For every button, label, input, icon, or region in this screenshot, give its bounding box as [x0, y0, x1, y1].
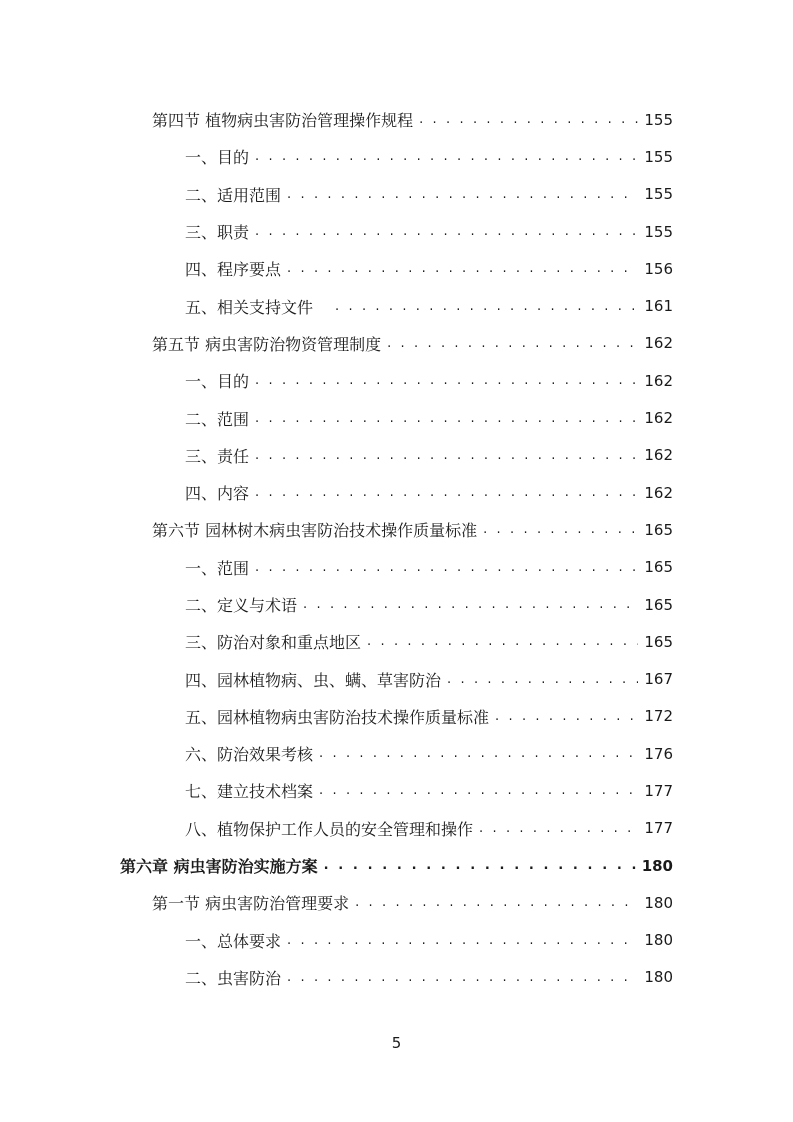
- toc-entry-label: 第六节 园林树木病虫害防治技术操作质量标准: [152, 521, 478, 541]
- dot-leader: [447, 672, 638, 687]
- toc-entry[interactable]: [0, 772, 793, 809]
- dot-leader: [387, 336, 638, 351]
- toc-entry-page: 180: [644, 931, 673, 950]
- toc-entry-label: 二、虫害防治: [185, 968, 282, 988]
- toc-entry-label: 七、建立技术档案: [185, 782, 314, 802]
- toc-entry-label: 三、防治对象和重点地区: [185, 633, 362, 653]
- dot-leader: [355, 895, 638, 910]
- dot-leader: [255, 560, 638, 575]
- toc-entry-label: 第五节 病虫害防治物资管理制度: [152, 334, 382, 354]
- toc-entry-label: 四、内容: [185, 484, 250, 504]
- toc-entry-label: 四、园林植物病、虫、螨、草害防治: [185, 670, 442, 690]
- toc-entry-label: 第六章 病虫害防治实施方案: [120, 857, 318, 877]
- toc-entry-label: 一、目的: [185, 148, 250, 168]
- toc-entry-label: 五、相关支持文件: [185, 297, 314, 317]
- toc-entry[interactable]: [0, 660, 793, 697]
- toc-entry-page: 177: [644, 781, 673, 800]
- toc-entry-page: 165: [644, 595, 673, 614]
- toc-entry[interactable]: [0, 810, 793, 847]
- toc-entry-page: 162: [644, 371, 673, 390]
- toc-entry-page: 176: [644, 744, 673, 763]
- toc-entry[interactable]: [0, 922, 793, 959]
- toc-entry-page: 162: [644, 334, 673, 353]
- toc-entry-label: 二、范围: [185, 409, 250, 429]
- dot-leader: [419, 112, 638, 127]
- toc-entry-label: 三、职责: [185, 223, 250, 243]
- toc-entry[interactable]: [0, 325, 793, 362]
- toc-entry-label: 第一节 病虫害防治管理要求: [152, 894, 350, 914]
- toc-entry-page: 177: [644, 819, 673, 838]
- toc-entry-label: 二、适用范围: [185, 185, 282, 205]
- toc-entry-label: 八、植物保护工作人员的安全管理和操作: [185, 819, 474, 839]
- dot-leader: [255, 485, 638, 500]
- toc-chapter-entry[interactable]: [0, 847, 793, 884]
- dot-leader: [319, 783, 638, 798]
- toc-entry-page: 172: [644, 707, 673, 726]
- toc-entry-page: 180: [644, 968, 673, 987]
- toc-entry[interactable]: [0, 884, 793, 921]
- toc-entry[interactable]: [0, 287, 793, 324]
- dot-leader: [324, 858, 636, 873]
- toc-entry-page: 165: [644, 632, 673, 651]
- toc-entry[interactable]: [0, 735, 793, 772]
- dot-leader: [495, 709, 638, 724]
- toc-entry-page: 162: [644, 409, 673, 428]
- toc-entry[interactable]: [0, 549, 793, 586]
- toc-entry-label: 一、范围: [185, 558, 250, 578]
- dot-leader: [287, 187, 638, 202]
- toc-entry-page: 180: [641, 856, 673, 875]
- dot-leader: [287, 933, 638, 948]
- toc-entry-page: 156: [644, 259, 673, 278]
- toc-entry-page: 180: [644, 893, 673, 912]
- page-number: 5: [391, 1034, 402, 1052]
- toc-entry-label: 三、责任: [185, 446, 250, 466]
- toc-entry[interactable]: [0, 138, 793, 175]
- dot-leader: [303, 597, 638, 612]
- dot-leader: [255, 224, 638, 239]
- dot-leader: [319, 746, 638, 761]
- toc-entry-page: 155: [644, 110, 673, 129]
- toc-entry-page: 165: [644, 520, 673, 539]
- toc-entry[interactable]: [0, 698, 793, 735]
- toc-entry-label: 一、目的: [185, 372, 250, 392]
- toc-entry[interactable]: [0, 399, 793, 436]
- toc-entry[interactable]: [0, 623, 793, 660]
- toc-entry[interactable]: [0, 213, 793, 250]
- toc-entry[interactable]: [0, 511, 793, 548]
- dot-leader: [255, 149, 638, 164]
- toc-entry-page: 165: [644, 558, 673, 577]
- dot-leader: [287, 970, 638, 985]
- toc-entry[interactable]: [0, 101, 793, 138]
- dot-leader: [287, 261, 638, 276]
- toc-entry-page: 167: [644, 670, 673, 689]
- table-of-contents: [0, 101, 793, 996]
- dot-leader: [255, 411, 638, 426]
- dot-leader: [255, 448, 638, 463]
- toc-entry[interactable]: [0, 250, 793, 287]
- toc-entry-label: 六、防治效果考核: [185, 745, 314, 765]
- toc-entry-label: 一、总体要求: [185, 931, 282, 951]
- toc-entry-label: 四、程序要点: [185, 260, 282, 280]
- toc-entry-page: 161: [644, 297, 673, 316]
- dot-leader: [367, 634, 638, 649]
- dot-leader: [483, 522, 638, 537]
- toc-entry-label: 五、园林植物病虫害防治技术操作质量标准: [185, 707, 490, 727]
- dot-leader: [255, 373, 638, 388]
- dot-leader: [335, 299, 638, 314]
- toc-entry-page: 155: [644, 147, 673, 166]
- dot-leader: [479, 821, 638, 836]
- toc-entry[interactable]: [0, 437, 793, 474]
- toc-entry-page: 162: [644, 483, 673, 502]
- toc-entry-page: 162: [644, 446, 673, 465]
- toc-entry[interactable]: [0, 586, 793, 623]
- toc-entry[interactable]: [0, 362, 793, 399]
- toc-entry-label: 二、定义与术语: [185, 596, 298, 615]
- toc-entry[interactable]: [0, 176, 793, 213]
- toc-entry-page: 155: [644, 222, 673, 241]
- toc-entry[interactable]: [0, 959, 793, 996]
- toc-entry-label: 第四节 植物病虫害防治管理操作规程: [152, 111, 414, 131]
- toc-entry-page: 155: [644, 185, 673, 204]
- toc-entry[interactable]: [0, 474, 793, 511]
